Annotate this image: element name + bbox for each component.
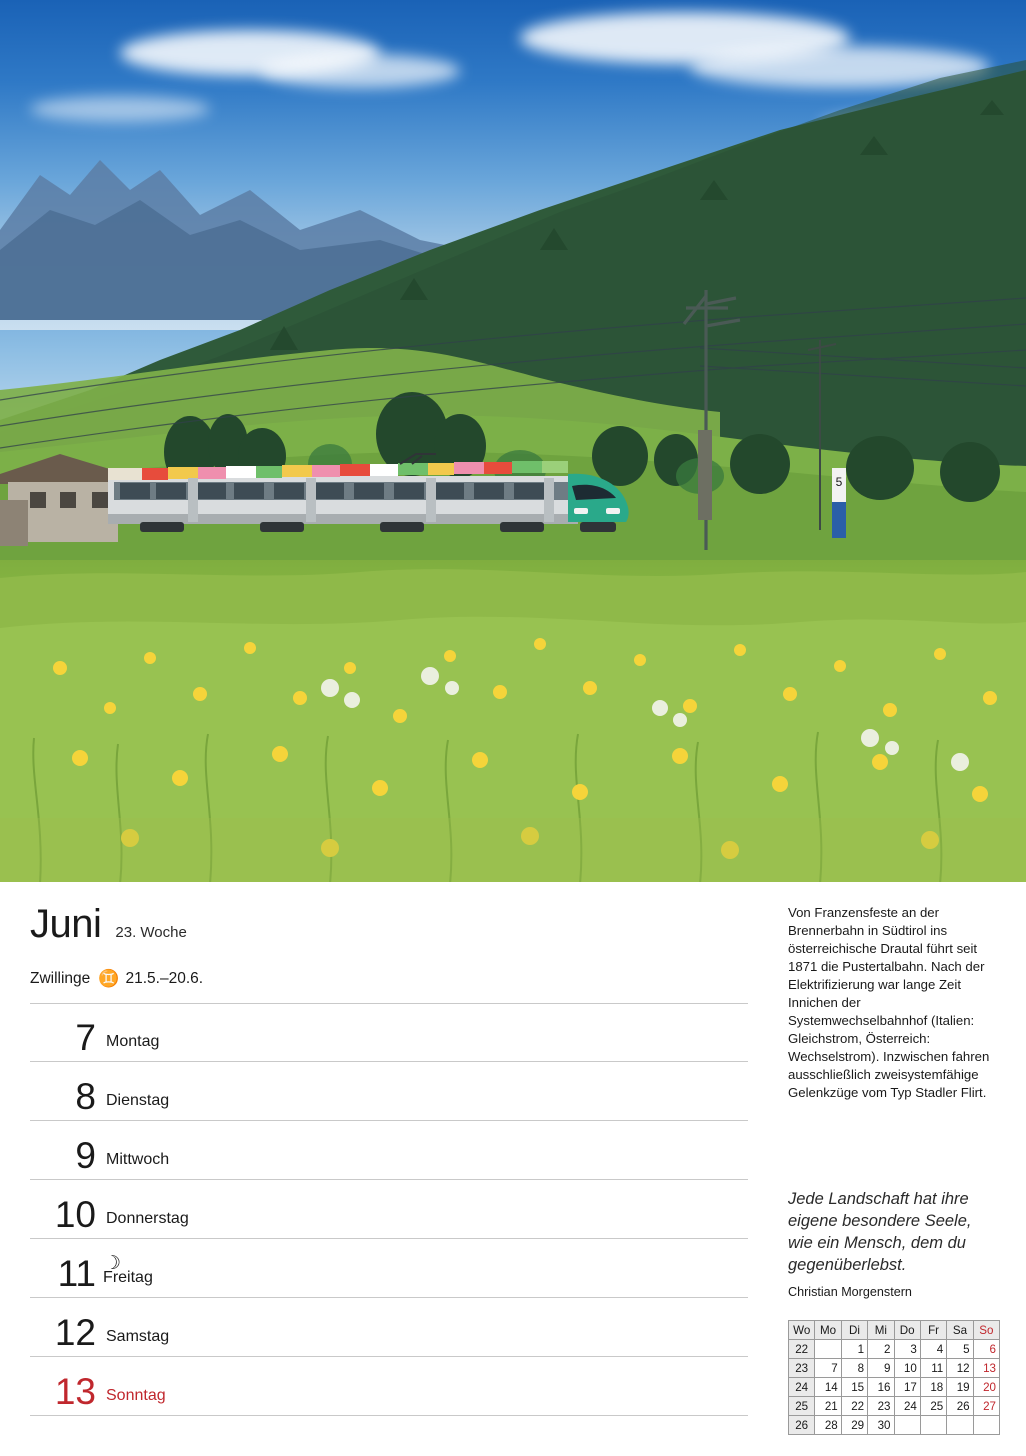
day-row-thursday[interactable] (30, 1180, 748, 1239)
zodiac-row (30, 969, 750, 989)
zodiac-date-range: 21.5.–20.6. (125, 970, 204, 987)
day-name: Mittwoch (106, 1151, 170, 1168)
day-cell[interactable]: 11 (920, 1359, 946, 1378)
day-cell[interactable]: 21 (815, 1397, 841, 1416)
day-cell-sunday[interactable]: 27 (973, 1397, 999, 1416)
day-number: 11 (57, 1252, 96, 1294)
day-cell-empty (920, 1416, 946, 1435)
day-cell[interactable]: 1 (841, 1340, 867, 1359)
col-header-sa: Sa (947, 1321, 973, 1340)
catenary-pylon (640, 280, 900, 570)
day-cell[interactable]: 15 (841, 1378, 867, 1397)
day-cell[interactable]: 2 (868, 1340, 894, 1359)
zodiac-name: Zwillinge (30, 970, 91, 987)
day-number: 9 (75, 1134, 96, 1176)
calendar-sheet (0, 882, 1026, 1456)
week-cell: 25 (789, 1397, 815, 1416)
col-header-so: So (973, 1321, 999, 1340)
day-row-wednesday[interactable] (30, 1121, 748, 1180)
day-name: Dienstag (106, 1092, 170, 1109)
day-number: 13 (54, 1370, 96, 1412)
mini-calendar-table (788, 1320, 1000, 1435)
col-header-mo: Mo (815, 1321, 841, 1340)
col-header-mi: Mi (868, 1321, 894, 1340)
day-cell[interactable]: 25 (920, 1397, 946, 1416)
day-cell[interactable]: 19 (947, 1378, 973, 1397)
week-cell: 24 (789, 1378, 815, 1397)
flowers (0, 548, 1026, 882)
day-row-sunday[interactable] (30, 1357, 748, 1416)
day-name: Freitag (103, 1269, 153, 1286)
table-row (789, 1378, 1000, 1397)
day-cell[interactable]: 18 (920, 1378, 946, 1397)
day-cell[interactable] (815, 1340, 841, 1359)
day-cell[interactable]: 8 (841, 1359, 867, 1378)
week-cell: 22 (789, 1340, 815, 1359)
day-cell[interactable]: 14 (815, 1378, 841, 1397)
month-header (30, 902, 750, 947)
day-cell[interactable]: 4 (920, 1340, 946, 1359)
svg-text:5: 5 (835, 475, 843, 489)
table-row (789, 1397, 1000, 1416)
quote-text: Jede Landschaft hat ihre eigene besondere Seele, wie ein Mensch, dem du gegenüberlebst. (788, 1190, 972, 1275)
day-list (30, 1003, 748, 1416)
mini-month-calendar (788, 1320, 1000, 1435)
day-row-monday[interactable] (30, 1003, 748, 1062)
quote-author: Christian Morgenstern (788, 1285, 912, 1300)
col-header-fr: Fr (920, 1321, 946, 1340)
day-cell[interactable]: 29 (841, 1416, 867, 1435)
month-name: Juni (30, 902, 102, 946)
day-cell[interactable]: 23 (868, 1397, 894, 1416)
day-number: 8 (75, 1075, 96, 1117)
day-cell[interactable]: 22 (841, 1397, 867, 1416)
moon-phase-icon: ☽ (104, 1253, 122, 1274)
day-cell[interactable]: 17 (894, 1378, 920, 1397)
week-number-label: 23. Woche (115, 924, 187, 941)
day-cell[interactable]: 24 (894, 1397, 920, 1416)
col-header-week: Wo (789, 1321, 815, 1340)
col-header-do: Do (894, 1321, 920, 1340)
day-number: 12 (54, 1311, 96, 1353)
regional-train (100, 452, 640, 552)
day-name: Samstag (106, 1328, 170, 1345)
table-header-row (789, 1321, 1000, 1340)
day-cell[interactable]: 16 (868, 1378, 894, 1397)
day-cell-empty (973, 1416, 999, 1435)
day-number: 10 (54, 1193, 96, 1235)
day-cell-sunday[interactable]: 6 (973, 1340, 999, 1359)
day-cell-sunday[interactable]: 13 (973, 1359, 999, 1378)
photo-caption-text: Von Franzensfeste an der Brennerbahn in Südtirol ins österreichische Drautal führt seit 1871 die Pustertalbahn. Nach der Elektrifizierung war lange Zeit Innichen der Systemwechselbahnhof (Italien: Gleichstrom, Österreich: Wechselstrom). Inzwischen fahren ausschließlich zweisystemfähige Gelenkzüge vom Typ Stadler Flirt. (788, 905, 990, 1100)
day-cell-empty (894, 1416, 920, 1435)
sidebar-column (788, 904, 1000, 1299)
day-cell[interactable]: 7 (815, 1359, 841, 1378)
day-cell-empty (947, 1416, 973, 1435)
table-row (789, 1340, 1000, 1359)
table-row (789, 1416, 1000, 1435)
day-cell[interactable]: 30 (868, 1416, 894, 1435)
week-cell: 26 (789, 1416, 815, 1435)
day-cell-sunday[interactable]: 20 (973, 1378, 999, 1397)
table-row (789, 1359, 1000, 1378)
day-cell[interactable]: 3 (894, 1340, 920, 1359)
week-cell: 23 (789, 1359, 815, 1378)
day-cell[interactable]: 10 (894, 1359, 920, 1378)
day-cell[interactable]: 26 (947, 1397, 973, 1416)
day-row-tuesday[interactable] (30, 1062, 748, 1121)
day-cell[interactable]: 12 (947, 1359, 973, 1378)
day-cell[interactable]: 28 (815, 1416, 841, 1435)
col-header-di: Di (841, 1321, 867, 1340)
day-name: Montag (106, 1033, 160, 1050)
day-name: Donnerstag (106, 1210, 189, 1227)
day-row-saturday[interactable] (30, 1298, 748, 1357)
day-number: 7 (75, 1016, 96, 1058)
day-cell[interactable]: 5 (947, 1340, 973, 1359)
gemini-icon: ♊ (98, 969, 118, 988)
day-row-friday[interactable] (30, 1239, 748, 1298)
day-name: Sonntag (106, 1387, 166, 1404)
week-column (30, 902, 750, 1416)
day-cell[interactable]: 9 (868, 1359, 894, 1378)
